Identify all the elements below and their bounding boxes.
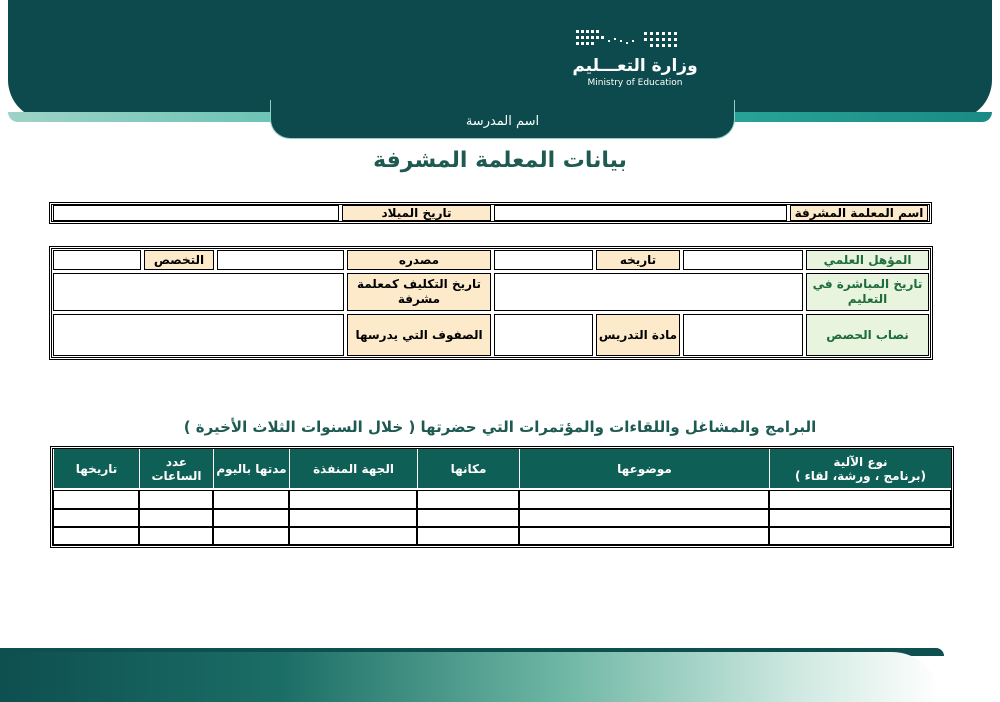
ministry-logo: [572, 26, 712, 86]
specialty-label: التخصص: [144, 250, 214, 270]
teaching-start-date-label: تاريخ المباشرة في التعليم: [806, 273, 929, 311]
table-cell[interactable]: [519, 490, 769, 509]
table-cell[interactable]: [289, 527, 417, 545]
birth-date-label: تاريخ الميلاد: [342, 205, 491, 221]
table-cell[interactable]: [139, 490, 213, 509]
table-cell[interactable]: [53, 490, 139, 509]
assignment-date-label: تاريخ التكليف كمعلمة مشرفة: [347, 273, 491, 311]
qualification-label: المؤهل العلمي: [806, 250, 929, 270]
qualification-input[interactable]: [683, 250, 803, 270]
table-cell[interactable]: [769, 509, 951, 527]
col-duration-header: مدتها باليوم: [213, 449, 289, 489]
table-cell[interactable]: [417, 509, 519, 527]
col-hours-header: عدد الساعات: [139, 449, 213, 489]
page-title: بيانات المعلمة المشرفة: [373, 148, 627, 173]
teaching-start-date-input[interactable]: [494, 273, 803, 311]
table-cell[interactable]: [769, 490, 951, 509]
programs-section-title: البرامج والمشاغل واللقاءات والمؤتمرات التي حضرتها ( خلال السنوات الثلاث الأخيرة ): [183, 418, 817, 436]
table-cell[interactable]: [417, 490, 519, 509]
table-cell[interactable]: [417, 527, 519, 545]
qualification-date-label: تاريخه: [596, 250, 680, 270]
col-entity-header: الجهة المنفذة: [289, 449, 417, 489]
footer-banner: [0, 652, 940, 702]
birth-date-input[interactable]: [53, 205, 339, 221]
logo-arabic-text: وزارة التعـــليم: [572, 56, 698, 76]
table-cell[interactable]: [769, 527, 951, 545]
class-quota-label: نصاب الحصص: [806, 314, 929, 356]
table-cell[interactable]: [139, 509, 213, 527]
teaching-subject-input[interactable]: [494, 314, 593, 356]
grades-taught-label: الصفوف التي يدرسها: [347, 314, 491, 356]
programs-table: [50, 446, 954, 548]
table-cell[interactable]: [289, 509, 417, 527]
table-cell[interactable]: [53, 509, 139, 527]
table-cell[interactable]: [53, 527, 139, 545]
table-cell[interactable]: [519, 527, 769, 545]
teacher-name-label: اسم المعلمة المشرفة: [790, 205, 928, 221]
table-cell[interactable]: [213, 490, 289, 509]
col-place-header: مكانها: [417, 449, 519, 489]
source-label: مصدره: [347, 250, 491, 270]
table-cell[interactable]: [289, 490, 417, 509]
col-date-header: تاريخها: [53, 449, 139, 489]
logo-english-text: Ministry of Education: [587, 78, 683, 88]
table-cell[interactable]: [213, 527, 289, 545]
logo-dots-icon: [574, 28, 700, 50]
class-quota-input[interactable]: [683, 314, 803, 356]
assignment-date-input[interactable]: [53, 273, 344, 311]
table-cell[interactable]: [139, 527, 213, 545]
school-name-field[interactable]: اسم المدرسة: [270, 100, 735, 139]
teacher-name-input[interactable]: [494, 205, 787, 221]
specialty-input[interactable]: [53, 250, 141, 270]
grades-taught-input[interactable]: [53, 314, 344, 356]
table-cell[interactable]: [213, 509, 289, 527]
qualification-date-input[interactable]: [494, 250, 593, 270]
source-input[interactable]: [217, 250, 344, 270]
col-topic-header: موضوعها: [519, 449, 769, 489]
table-cell[interactable]: [519, 509, 769, 527]
col-type-header: نوع الآلية (برنامج ، ورشة، لقاء ): [769, 449, 951, 489]
teaching-subject-label: مادة التدريس: [596, 314, 680, 356]
